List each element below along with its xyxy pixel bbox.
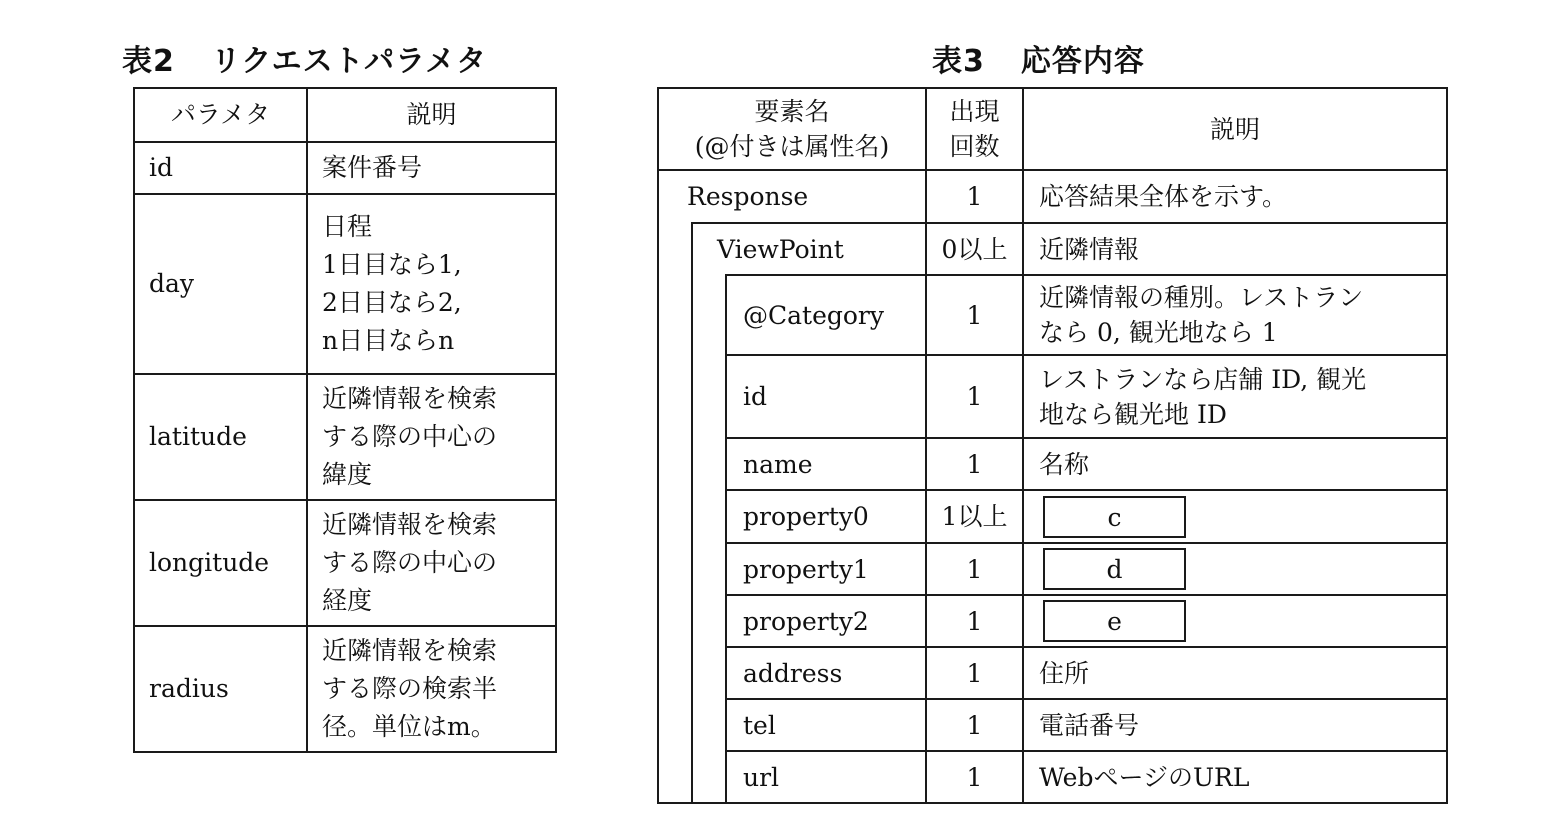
table2-caption [122, 36, 487, 80]
table2-param: day [134, 194, 307, 374]
table2-caption-title: リクエストパラメタ [210, 44, 488, 79]
table2-desc-line: 近隣情報を検索 [322, 510, 498, 539]
table2-param: longitude [134, 500, 307, 626]
request-parameter-table [133, 87, 557, 753]
table3-element-name: url [743, 762, 780, 792]
table3-desc-line: レストランなら店舗 ID, 観光 [1039, 364, 1367, 394]
table2-caption-number: 表2 [122, 44, 175, 79]
table3-desc [1039, 356, 1366, 437]
table3-element-name: name [743, 449, 813, 479]
table2-row-id [134, 142, 556, 194]
table2-row-radius [134, 626, 556, 752]
table2-desc-line: 案件番号 [322, 153, 423, 182]
table2-desc-line: 緯度 [322, 460, 373, 489]
table3-count: 1 [966, 710, 983, 740]
table2-header-row [134, 88, 556, 142]
table2-desc [307, 194, 556, 374]
table3-element-name: tel [743, 710, 776, 740]
table3-desc [1039, 276, 1363, 354]
table3-count: 1 [966, 762, 983, 792]
blank-c-box: c [1043, 496, 1186, 538]
table2-header-param: パラメタ [134, 88, 307, 142]
table3-count: 1 [966, 449, 983, 479]
table2-desc-line: する際の中心の [322, 422, 498, 451]
table3-header-count-line: 出現 [949, 97, 1000, 126]
table3-caption-number: 表3 [932, 44, 985, 79]
table2-desc-line: 近隣情報を検索 [322, 384, 498, 413]
table2-param: radius [134, 626, 307, 752]
blank-d-box: d [1043, 548, 1186, 590]
table3-element-name: @Category [743, 300, 885, 330]
table3-element-name: Response [687, 182, 809, 211]
table2-desc [307, 626, 556, 752]
table2-desc-line: 日程 [322, 212, 373, 241]
table3-header-count-line: 回数 [949, 132, 1000, 161]
table3-header-element-line: 要素名 [754, 97, 830, 126]
table3-header-desc: 説明 [1209, 114, 1260, 144]
table2-desc-line: 2日目なら2, [322, 288, 462, 317]
table3-element-name: property0 [743, 502, 869, 531]
table3-header-element [659, 89, 925, 169]
table2-row-latitude [134, 374, 556, 500]
table2-header-desc: 説明 [307, 88, 556, 142]
table3-header-element-line: (@付きは属性名) [694, 132, 890, 161]
table2-desc-line: 経度 [322, 586, 373, 615]
table2-desc [307, 500, 556, 626]
table3-desc: 近隣情報 [1039, 234, 1140, 264]
table3-desc: 応答結果全体を示す。 [1039, 182, 1288, 211]
table3-count: 1 [966, 658, 983, 688]
table3-caption-title: 応答内容 [1020, 44, 1145, 79]
table3-desc-line: 地なら観光地 ID [1039, 399, 1227, 429]
table2-param: id [134, 142, 307, 194]
table2-desc [307, 374, 556, 500]
table3-nesting-guide [691, 222, 693, 802]
table2-row-day [134, 194, 556, 374]
table2-desc-line: 径。単位はm。 [322, 712, 496, 741]
table2-desc-line: する際の中心の [322, 548, 498, 577]
response-content-table [657, 87, 1448, 804]
table2-param: latitude [134, 374, 307, 500]
blank-e-box: e [1043, 600, 1186, 642]
table3-count: 1 [966, 300, 983, 330]
table3-element-name: address [743, 658, 843, 688]
table2-row-longitude [134, 500, 556, 626]
table3-count: 1 [966, 382, 983, 411]
table3-count: 1 [966, 182, 983, 211]
table3-column-divider [1022, 89, 1024, 802]
table3-count: 1 [966, 606, 983, 636]
table3-header-count [927, 89, 1022, 169]
table3-element-name: id [743, 382, 767, 411]
table3-count: 1 [966, 554, 983, 584]
table3-count: 1以上 [941, 502, 1008, 531]
table3-desc: 住所 [1039, 658, 1090, 688]
table2-desc-line: n日目ならn [322, 326, 455, 355]
table2-desc [307, 142, 556, 194]
table3-desc-line: なら 0, 観光地なら 1 [1039, 318, 1278, 347]
table2-desc-line: 近隣情報を検索 [322, 636, 498, 665]
table3-element-name: property2 [743, 606, 869, 636]
table3-caption [932, 36, 1145, 80]
table3-desc: 名称 [1039, 449, 1090, 479]
table3-element-name: ViewPoint [717, 234, 844, 264]
table3-desc: 電話番号 [1039, 710, 1140, 740]
table3-count: 0以上 [941, 234, 1008, 264]
table2-desc-line: 1日目なら1, [322, 250, 462, 279]
table2-desc-line: する際の検索半 [322, 674, 498, 703]
table3-element-name: property1 [743, 554, 869, 584]
table3-desc: WebページのURL [1039, 762, 1250, 792]
table3-desc-line: 近隣情報の種別。レストラン [1039, 283, 1364, 312]
